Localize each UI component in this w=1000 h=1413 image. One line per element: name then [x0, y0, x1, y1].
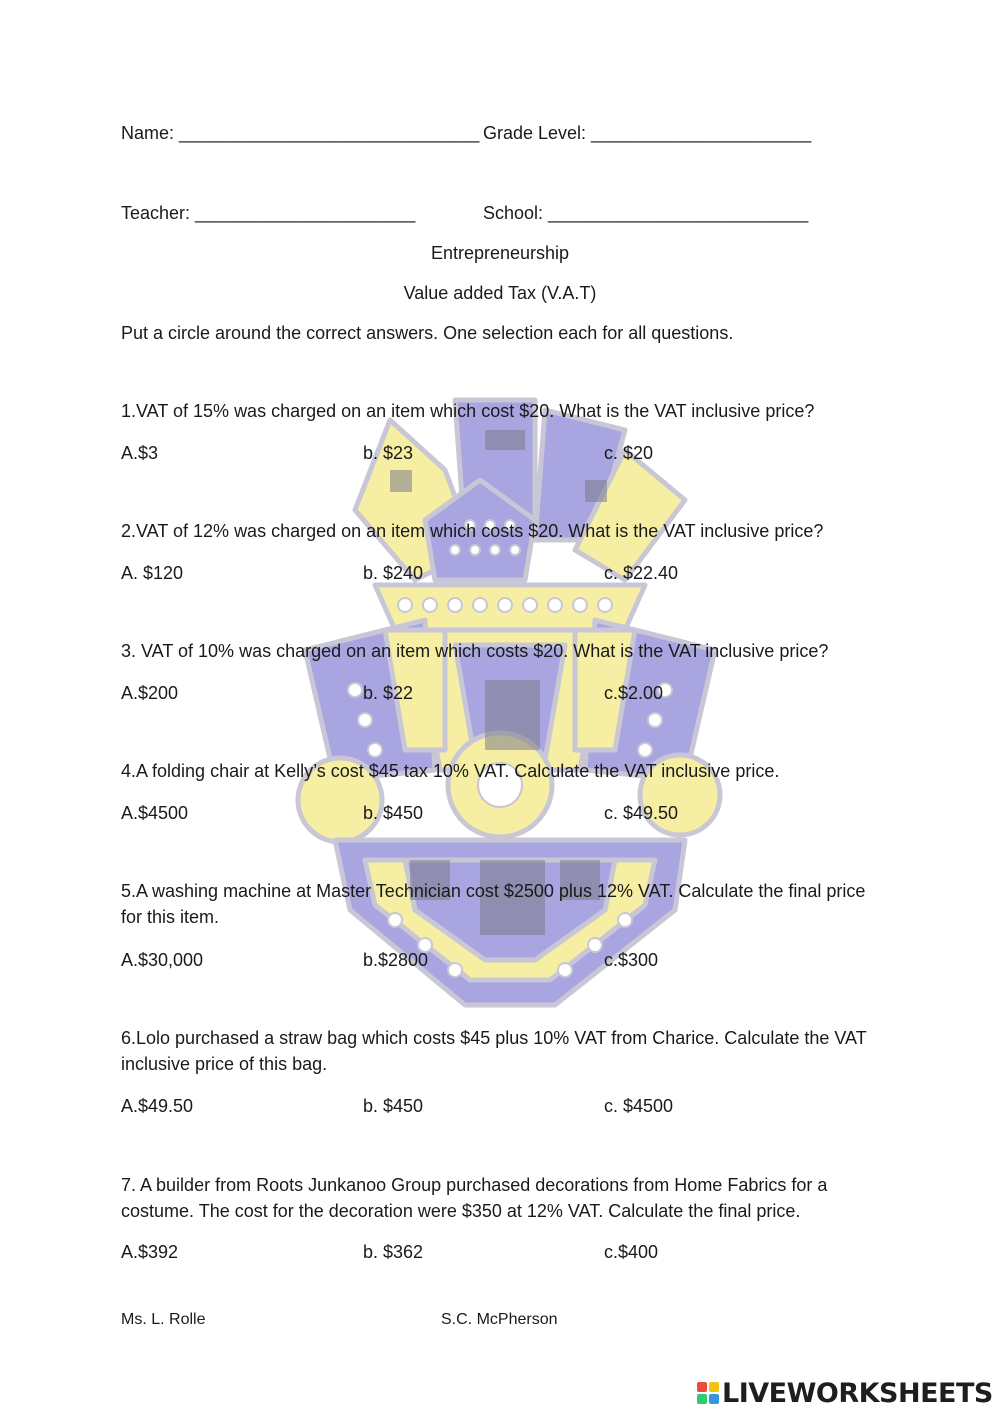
question-7-option-c[interactable]: c.$400: [604, 1242, 659, 1262]
grade-level-field-label: Grade Level: ______________________: [483, 123, 812, 143]
liveworksheets-logo-icon: [697, 1382, 719, 1404]
question-5-option-a[interactable]: A.$30,000: [121, 950, 204, 970]
footer-teacher: Ms. L. Rolle: [121, 1311, 206, 1328]
teacher-field-label: Teacher: ______________________: [121, 203, 416, 223]
question-2: 2.VAT of 12% was charged on an item which costs $20. What is the VAT inclusive price?: [121, 521, 824, 541]
liveworksheets-logo-text: LIVEWORKSHEETS: [722, 1377, 993, 1409]
question-4-option-c[interactable]: c. $49.50: [604, 803, 679, 823]
question-2-option-c[interactable]: c. $22.40: [604, 563, 679, 583]
name-field-label: Name: ______________________________: [121, 123, 480, 143]
question-6-option-b[interactable]: b. $450: [363, 1096, 424, 1116]
question-2-option-a[interactable]: A. $120: [121, 563, 184, 583]
question-7-option-a[interactable]: A.$392: [121, 1242, 179, 1262]
question-4-option-b[interactable]: b. $450: [363, 803, 424, 823]
question-7-option-b[interactable]: b. $362: [363, 1242, 424, 1262]
question-3-option-c[interactable]: c.$2.00: [604, 683, 664, 703]
question-7: 7. A builder from Roots Junkanoo Group purchased decorations from Home Fabrics for a costume. The cost for the decoration were $350 at 12% VAT. Calculate the final price.: [121, 1175, 828, 1221]
question-5-option-b[interactable]: b.$2800: [363, 950, 429, 970]
page-subtitle: Value added Tax (V.A.T): [403, 283, 597, 303]
liveworksheets-logo[interactable]: [697, 1378, 993, 1408]
school-field-label: School: __________________________: [483, 203, 809, 223]
question-1-option-c[interactable]: c. $20: [604, 443, 654, 463]
question-6-option-a[interactable]: A.$49.50: [121, 1096, 194, 1116]
question-6: 6.Lolo purchased a straw bag which costs $45 plus 10% VAT from Charice. Calculate the VAT inclusive price of this bag.: [121, 1028, 867, 1074]
question-3-option-b[interactable]: b. $22: [363, 683, 414, 703]
question-1-option-b[interactable]: b. $23: [363, 443, 414, 463]
question-4: 4.A folding chair at Kelly’s cost $45 tax 10% VAT. Calculate the VAT inclusive price.: [121, 761, 780, 781]
footer-school: S.C. McPherson: [441, 1311, 558, 1328]
question-3-option-a[interactable]: A.$200: [121, 683, 179, 703]
instructions: Put a circle around the correct answers. One selection each for all questions.: [121, 323, 734, 343]
question-6-option-c[interactable]: c. $4500: [604, 1096, 674, 1116]
question-5-option-c[interactable]: c.$300: [604, 950, 659, 970]
question-1: 1.VAT of 15% was charged on an item which cost $20. What is the VAT inclusive price?: [121, 401, 815, 421]
question-4-option-a[interactable]: A.$4500: [121, 803, 189, 823]
question-2-option-b[interactable]: b. $240: [363, 563, 424, 583]
question-1-option-a[interactable]: A.$3: [121, 443, 159, 463]
question-5: 5.A washing machine at Master Technician cost $2500 plus 12% VAT. Calculate the final price for this item.: [121, 881, 866, 927]
question-3: 3. VAT of 10% was charged on an item which costs $20. What is the VAT inclusive price?: [121, 641, 829, 661]
page-title: Entrepreneurship: [430, 243, 570, 263]
